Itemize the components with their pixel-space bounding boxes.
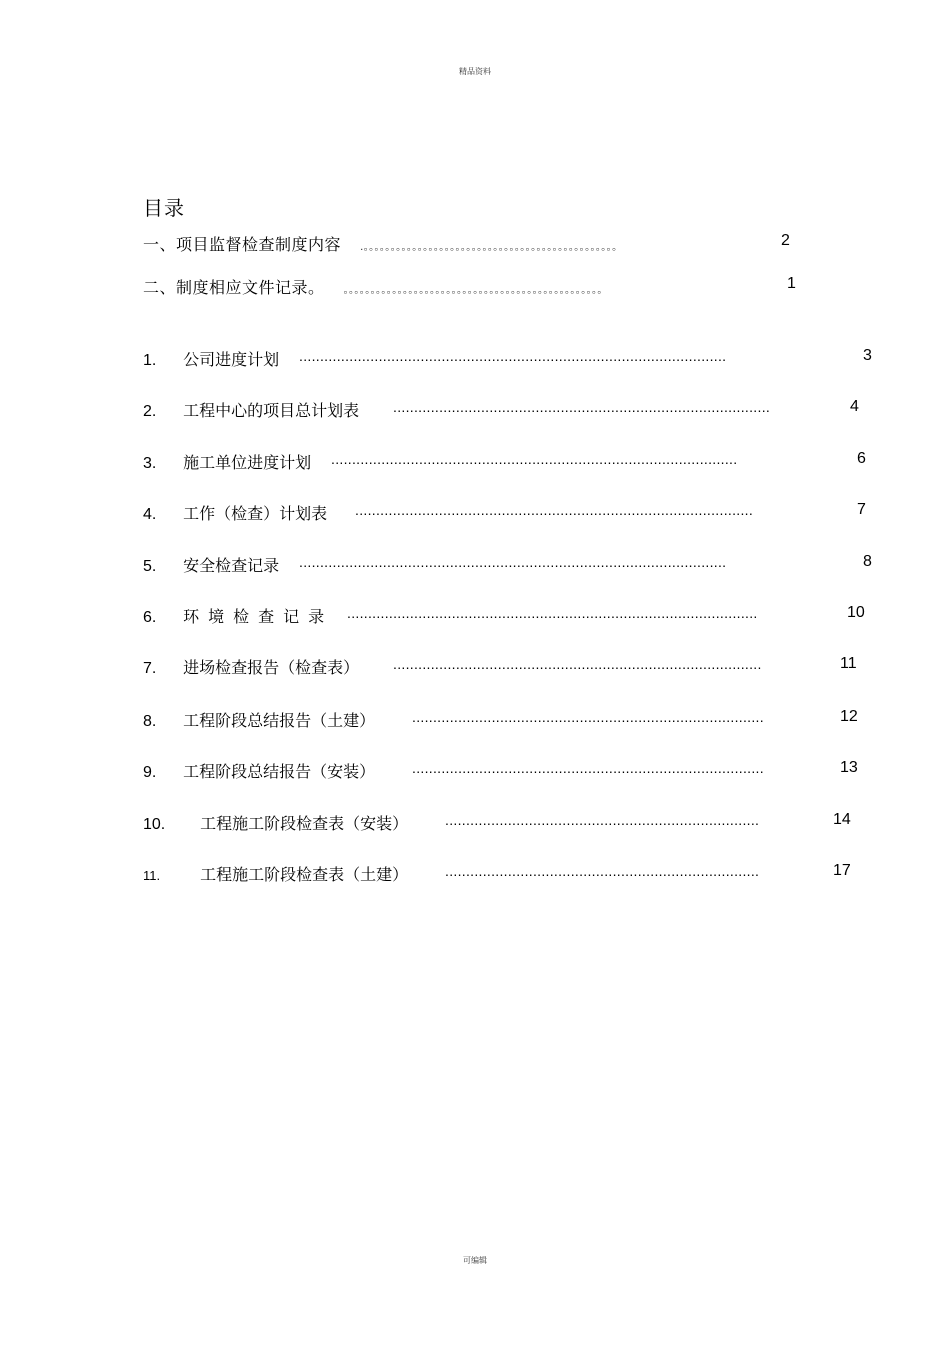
toc-page-number: 1 (787, 275, 796, 292)
toc-page-number: 2 (781, 232, 790, 249)
toc-item-title: 工作（检查）计划表 (183, 504, 328, 523)
toc-item-number: 2. (143, 403, 157, 420)
toc-item-number: 11. (143, 868, 161, 883)
toc-item-row[interactable] (143, 553, 883, 575)
toc-leader: .................................................................................................. (347, 605, 758, 621)
toc-item-row[interactable] (143, 811, 883, 833)
toc-item-number: 4. (143, 506, 157, 523)
toc-section-label: 一、项目监督检查制度内容 (143, 235, 342, 254)
toc-item-row[interactable] (143, 398, 883, 420)
toc-page-number: 7 (857, 501, 866, 518)
toc-section-label: 二、制度相应文件记录。 (143, 278, 325, 297)
toc-page-number: 4 (850, 398, 859, 415)
toc-leader: .................................................................................... (412, 760, 764, 776)
toc-item-number: 6. (143, 609, 157, 626)
toc-item-title: 进场检查报告（检查表） (183, 658, 360, 677)
toc-leader: 。。。。。。。。。。。。。。。。。。。。。。。。。。。。。。。。。。。。。。。。。。。。。。。。 (343, 285, 608, 296)
toc-item-number: 7. (143, 660, 157, 677)
toc-leader: .。。。。。。。。。。。。。。。。。。。。。。。。。。。。。。。。。。。。。。。。。。。。。。。 (360, 242, 623, 253)
toc-item-title: 工程阶段总结报告（安装） (183, 762, 376, 781)
toc-item-row[interactable] (143, 655, 883, 677)
toc-item-title: 施工单位进度计划 (183, 453, 312, 472)
toc-page-number: 14 (833, 811, 851, 828)
toc-item-title: 环境检查记录 (183, 607, 334, 626)
toc-item-title: 工程阶段总结报告（土建） (183, 711, 376, 730)
toc-item-number: 9. (143, 764, 157, 781)
toc-page-number: 8 (863, 553, 872, 570)
toc-page-number: 17 (833, 862, 851, 879)
toc-section-row[interactable] (143, 275, 823, 297)
toc-item-number: 1. (143, 352, 157, 369)
toc-item-title: 工程施工阶段检查表（土建） (200, 865, 409, 884)
toc-page-number: 3 (863, 347, 872, 364)
toc-item-row[interactable] (143, 708, 883, 730)
toc-leader: ...................................................................................................... (299, 348, 727, 364)
toc-item-row[interactable] (143, 759, 883, 781)
toc-page-number: 10 (847, 604, 865, 621)
toc-item-number: 3. (143, 455, 157, 472)
toc-item-number: 8. (143, 713, 157, 730)
toc-page-number: 13 (840, 759, 858, 776)
toc-item-row[interactable] (143, 450, 883, 472)
toc-page-number: 12 (840, 708, 858, 725)
toc-leader: ............................................................................................... (355, 502, 754, 518)
toc-item-row[interactable] (143, 862, 883, 884)
toc-item-row[interactable] (143, 347, 883, 369)
toc-item-title: 安全检查记录 (183, 556, 280, 575)
toc-item-title: 工程施工阶段检查表（安装） (200, 814, 409, 833)
toc-page-number: 6 (857, 450, 866, 467)
toc-item-number: 5. (143, 558, 157, 575)
toc-leader: ........................................................................... (445, 812, 760, 828)
toc-leader: ........................................................................... (445, 863, 760, 879)
toc-leader: .......................................................................................... (393, 399, 771, 415)
toc-item-title: 公司进度计划 (183, 350, 280, 369)
toc-section-row[interactable] (143, 232, 823, 254)
toc-leader: .................................................................................... (412, 709, 764, 725)
toc-page-number: 11 (840, 655, 857, 672)
toc-leader: ................................................................................................. (331, 451, 738, 467)
toc-item-row[interactable] (143, 501, 883, 523)
toc-item-row[interactable] (143, 604, 883, 626)
toc-item-number: 10. (143, 816, 166, 833)
toc-title: 目录 (143, 196, 185, 220)
page-header-note: 精品资料 (459, 67, 491, 76)
toc-leader: ........................................................................................ (393, 656, 762, 672)
toc-item-title: 工程中心的项目总计划表 (183, 401, 360, 420)
page-footer-note: 可编辑 (463, 1256, 487, 1265)
toc-leader: ...................................................................................................... (299, 554, 727, 570)
